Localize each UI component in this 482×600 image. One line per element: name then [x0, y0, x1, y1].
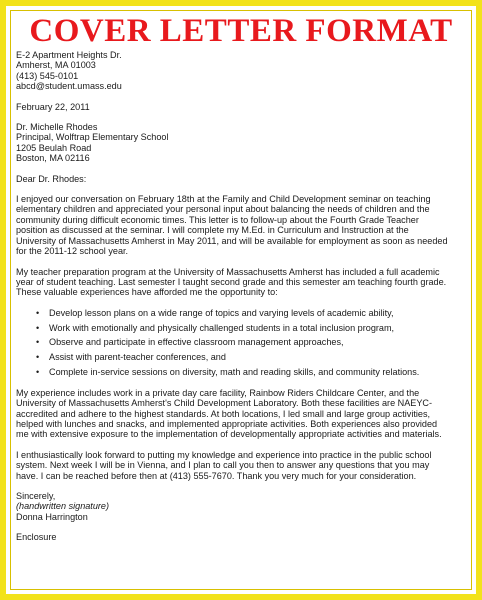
paragraph-line: year of student teaching. Last semester I taught second grade and this semester am teaching fourth grade. [16, 276, 447, 287]
paragraph-line: University of Massachusetts Amherst in May 2011, and will be available for employment as soon as needed [16, 235, 448, 246]
closing-sincerely: Sincerely, [16, 490, 56, 501]
recipient-city: Boston, MA 02116 [16, 153, 90, 164]
spacer [16, 257, 466, 267]
enclosure-note: Enclosure [16, 532, 57, 543]
spacer [16, 92, 466, 102]
paragraph-line: have. I can be reached before then at (413) 555-7670. Thank you very much for your consideration. [16, 470, 417, 481]
letter-date: February 22, 2011 [16, 101, 90, 112]
list-item [36, 352, 466, 362]
list-item-text: Assist with parent-teacher conferences, and [49, 352, 226, 363]
salutation: Dear Dr. Rhodes: [16, 173, 87, 184]
recipient-name: Dr. Michelle Rhodes [16, 122, 98, 133]
paragraph-line: elementary children and appreciated your personal input about balancing the needs of children and the [16, 204, 430, 215]
signature-note: (handwritten signature) [16, 501, 110, 512]
paragraph-closing [16, 450, 466, 481]
paragraph-preparation [16, 267, 466, 298]
paragraph-line: me with extensive exposure to the implementation of developmentally appropriate activities and materials. [16, 429, 442, 440]
bullet-icon: • [36, 352, 40, 363]
list-item-text: Complete in-service sessions on diversity, math and reading skills, and community relations. [49, 366, 420, 377]
list-item [36, 308, 466, 318]
spacer [16, 298, 466, 308]
signature-block [16, 491, 466, 522]
paragraph-line: I enjoyed our conversation on February 18th at the Family and Child Development seminar on teaching [16, 194, 431, 205]
spacer [16, 522, 466, 532]
spacer [16, 481, 466, 491]
paragraph-line: system. Next week I will be in Vienna, and I plan to call you then to answer any questions that you may [16, 460, 430, 471]
list-item [36, 323, 466, 333]
list-item [36, 367, 466, 377]
paragraph-line: My teacher preparation program at the University of Massachusetts Amherst has included a full academic [16, 266, 440, 277]
sender-email: abcd@student.umass.edu [16, 81, 122, 92]
list-item-text: Develop lesson plans on a wide range of topics and varying levels of academic ability, [49, 307, 394, 318]
recipient-block [16, 122, 466, 164]
paragraph-line: These valuable experiences have afforded me the opportunity to: [16, 287, 278, 298]
spacer [16, 112, 466, 122]
signer-name: Donna Harrington [16, 511, 88, 522]
paragraph-line: for the 2011-12 school year. [16, 246, 129, 257]
paragraph-line: position as discussed at the seminar. I will complete my M.Ed. in Curriculum and Instruction at the [16, 225, 409, 236]
paragraph-line: I enthusiastically look forward to putting my knowledge and experience into practice in the public school [16, 449, 432, 460]
spacer [16, 164, 466, 174]
experience-list [16, 308, 466, 378]
list-item [36, 337, 466, 347]
bullet-icon: • [36, 366, 40, 377]
list-item-text: Observe and participate in effective classroom management approaches, [49, 337, 344, 348]
sender-address-line1: E-2 Apartment Heights Dr. [16, 50, 122, 60]
paragraph-line: University of Massachusetts Amherst's Child Development Laboratory. Both these facilities are NAEYC- [16, 398, 433, 409]
sender-block [16, 50, 466, 92]
recipient-title: Principal, Wolftrap Elementary School [16, 132, 169, 143]
paragraph-experience [16, 388, 466, 440]
page-title: COVER LETTER FORMAT [29, 13, 453, 49]
paragraph-intro [16, 194, 466, 256]
sender-address-line2: Amherst, MA 01003 [16, 60, 96, 71]
recipient-street: 1205 Beulah Road [16, 142, 92, 153]
bullet-icon: • [36, 307, 40, 318]
spacer [16, 184, 466, 194]
list-item-text: Work with emotionally and physically challenged students in a total inclusion program, [49, 322, 395, 333]
paragraph-line: helped with lunches and snacks, and implemented appropriate activities. Both experiences also provided [16, 418, 438, 429]
paragraph-line: accredited and adhere to the highest standards. At both locations, I led small and large group activities, [16, 408, 431, 419]
paragraph-line: My experience includes work in a private day care facility, Rainbow Riders Childcare Center, and the [16, 387, 420, 398]
spacer [16, 440, 466, 450]
bullet-icon: • [36, 337, 40, 348]
sender-phone: (413) 545-0101 [16, 70, 79, 81]
cover-letter [16, 50, 466, 543]
paragraph-line: community during difficult economic times. This letter is to follow-up about the Fourth Grade Teacher [16, 214, 419, 225]
bullet-icon: • [36, 322, 40, 333]
